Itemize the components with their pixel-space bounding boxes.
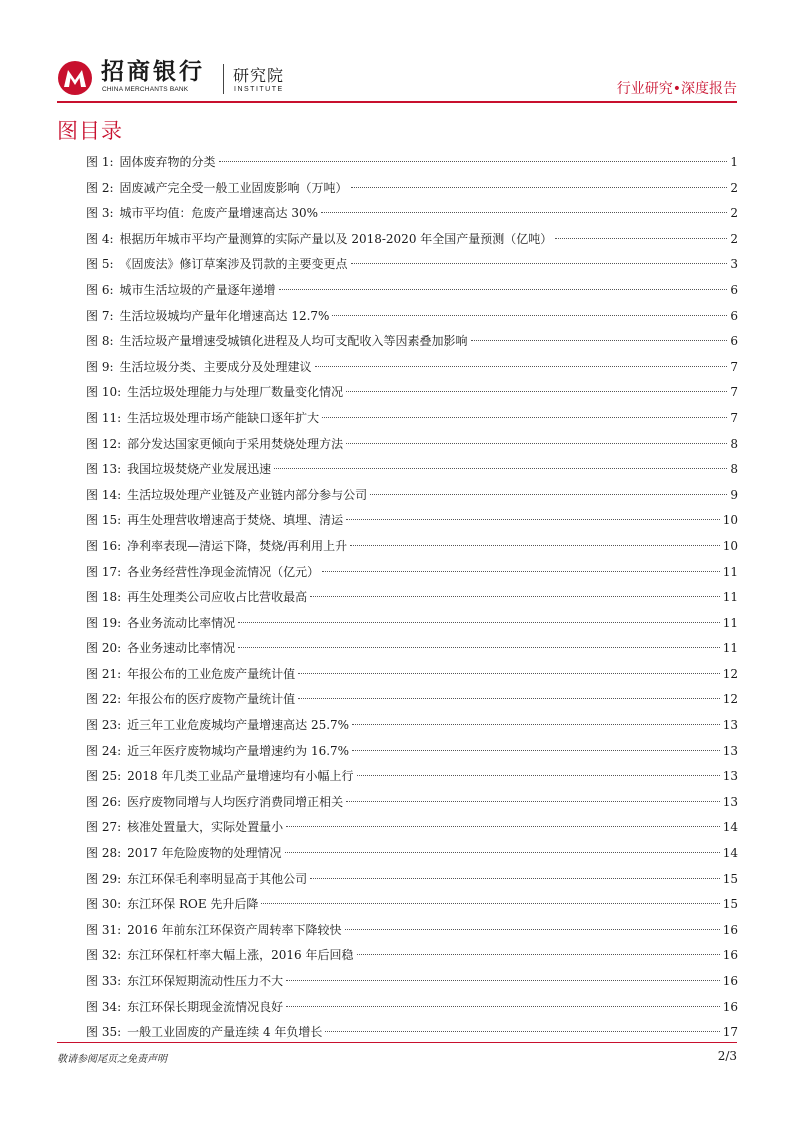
toc-entry-page: 8 bbox=[730, 462, 738, 477]
toc-leader-dots bbox=[555, 238, 727, 239]
institute-name-en: INSTITUTE bbox=[234, 86, 284, 93]
toc-entry-page: 16 bbox=[722, 999, 738, 1014]
toc-entry-number: 图 35: bbox=[86, 1025, 122, 1040]
toc-entry-title: 净利率表现—清运下降，焚烧/再利用上升 bbox=[127, 538, 348, 553]
toc-leader-dots bbox=[322, 417, 727, 418]
toc-entry-title: 2018 年几类工业品产量增速均有小幅上行 bbox=[127, 769, 354, 784]
toc-leader-dots bbox=[261, 903, 719, 904]
toc-entry[interactable] bbox=[86, 562, 738, 588]
toc-entry-number: 图 34: bbox=[86, 999, 122, 1014]
toc-leader-dots bbox=[350, 545, 720, 546]
toc-entry[interactable] bbox=[86, 510, 738, 536]
toc-entry-title: 生活垃圾产量增速受城镇化进程及人均可支配收入等因素叠加影响 bbox=[119, 334, 468, 349]
toc-leader-dots bbox=[352, 750, 720, 751]
toc-entry-number: 图 25: bbox=[86, 769, 122, 784]
toc-entry-page: 2 bbox=[730, 231, 738, 246]
toc-leader-dots bbox=[357, 775, 720, 776]
toc-entry[interactable] bbox=[86, 920, 738, 946]
toc-entry-page: 7 bbox=[730, 359, 738, 374]
toc-entry[interactable] bbox=[86, 894, 738, 920]
toc-entry-title: 年报公布的工业危废产量统计值 bbox=[127, 666, 296, 681]
toc-leader-dots bbox=[357, 954, 720, 955]
toc-entry[interactable] bbox=[86, 945, 738, 971]
toc-entry-page: 10 bbox=[722, 538, 738, 553]
toc-entry-number: 图 17: bbox=[86, 564, 122, 579]
bank-name-en: CHINA MERCHANTS BANK bbox=[102, 86, 189, 93]
toc-entry-page: 9 bbox=[730, 487, 738, 502]
toc-leader-dots bbox=[332, 315, 727, 316]
toc-entry-page: 2 bbox=[730, 206, 738, 221]
toc-leader-dots bbox=[471, 340, 728, 341]
toc-entry-number: 图 9: bbox=[86, 359, 114, 374]
toc-entry-title: 部分发达国家更倾向于采用焚烧处理方法 bbox=[127, 436, 344, 451]
toc-entry-number: 图 21: bbox=[86, 666, 122, 681]
toc-entry-page: 11 bbox=[722, 641, 738, 656]
toc-entry-number: 图 12: bbox=[86, 436, 122, 451]
toc-entry-page: 13 bbox=[722, 718, 738, 733]
toc-leader-dots bbox=[298, 673, 720, 674]
toc-entry[interactable] bbox=[86, 869, 738, 895]
toc-entry-number: 图 16: bbox=[86, 538, 122, 553]
toc-entry-page: 8 bbox=[730, 436, 738, 451]
toc-entry-title: 一般工业固废的产量连续 4 年负增长 bbox=[127, 1025, 323, 1040]
toc-entry[interactable] bbox=[86, 408, 738, 434]
toc-leader-dots bbox=[219, 161, 728, 162]
toc-entry-page: 12 bbox=[722, 666, 738, 681]
toc-entry-number: 图 26: bbox=[86, 794, 122, 809]
toc-entry-page: 10 bbox=[722, 513, 738, 528]
toc-leader-dots bbox=[274, 468, 727, 469]
toc-entry-number: 图 33: bbox=[86, 974, 122, 988]
toc-entry-number: 图 28: bbox=[86, 846, 122, 861]
toc-entry-title: 东江环保长期现金流情况良好 bbox=[127, 999, 284, 1014]
toc-leader-dots bbox=[351, 263, 728, 264]
toc-entry-title: 固体废弃物的分类 bbox=[119, 155, 216, 169]
toc-entry-title: 生活垃圾处理产业链及产业链内部分参与公司 bbox=[127, 487, 368, 502]
toc-entry-number: 图 4: bbox=[86, 231, 114, 246]
toc-entry[interactable] bbox=[86, 638, 738, 664]
toc-entry-number: 图 31: bbox=[86, 922, 122, 937]
toc-entry-page: 14 bbox=[722, 820, 738, 835]
toc-entry-title: 各业务流动比率情况 bbox=[127, 615, 236, 630]
toc-entry-number: 图 32: bbox=[86, 948, 122, 963]
toc-entry-number: 图 6: bbox=[86, 282, 114, 297]
toc-leader-dots bbox=[321, 212, 727, 213]
toc-leader-dots bbox=[286, 826, 720, 827]
toc-leader-dots bbox=[346, 519, 720, 520]
toc-entry-page: 6 bbox=[730, 334, 738, 349]
toc-entry-number: 图 10: bbox=[86, 385, 122, 400]
toc-title: 图目录 bbox=[57, 119, 123, 143]
toc-leader-dots bbox=[370, 494, 727, 495]
toc-entry-page: 3 bbox=[730, 257, 738, 272]
toc-entry-title: 2017 年危险废物的处理情况 bbox=[127, 846, 282, 861]
toc-entry-title: 2016 年前东江环保资产周转率下降较快 bbox=[127, 922, 342, 937]
header-rule bbox=[57, 101, 737, 103]
toc-entry-title: 东江环保短期流动性压力不大 bbox=[127, 974, 284, 988]
toc-entry-title: 城市平均值：危废产量增速高达 30% bbox=[119, 206, 318, 221]
toc-entry-title: 固废减产完全受一般工业固废影响（万吨） bbox=[119, 180, 348, 195]
toc-entry-number: 图 18: bbox=[86, 590, 122, 605]
toc-entry[interactable] bbox=[86, 306, 738, 332]
toc-entry[interactable] bbox=[86, 971, 738, 997]
toc-entry[interactable] bbox=[86, 331, 738, 357]
toc-entry[interactable] bbox=[86, 715, 738, 741]
toc-entry-title: 各业务速动比率情况 bbox=[127, 641, 236, 656]
toc-entry-number: 图 8: bbox=[86, 334, 114, 349]
toc-entry-page: 2 bbox=[730, 180, 738, 195]
toc-entry-number: 图 30: bbox=[86, 897, 122, 912]
toc-leader-dots bbox=[238, 647, 720, 648]
toc-entry-page: 11 bbox=[722, 590, 738, 605]
toc-entry[interactable] bbox=[86, 1022, 738, 1048]
toc-entry-number: 图 22: bbox=[86, 692, 122, 707]
toc-entry[interactable] bbox=[86, 178, 738, 204]
toc-entry[interactable] bbox=[86, 997, 738, 1023]
toc-entry[interactable] bbox=[86, 792, 738, 818]
toc-entry-title: 生活垃圾分类、主要成分及处理建议 bbox=[119, 359, 312, 374]
toc-entry-title: 再生处理类公司应收占比营收最高 bbox=[127, 590, 308, 605]
toc-entry-number: 图 14: bbox=[86, 487, 122, 502]
toc-entry[interactable] bbox=[86, 280, 738, 306]
toc-entry[interactable] bbox=[86, 536, 738, 562]
toc-entry-page: 11 bbox=[722, 564, 738, 579]
toc-entry-page: 6 bbox=[730, 282, 738, 297]
toc-entry-number: 图 11: bbox=[86, 410, 122, 425]
toc-entry-page: 16 bbox=[722, 948, 738, 963]
toc-entry-page: 14 bbox=[722, 846, 738, 861]
toc-leader-dots bbox=[352, 724, 720, 725]
toc-entry[interactable] bbox=[86, 203, 738, 229]
toc-leader-dots bbox=[351, 187, 728, 188]
page-header bbox=[57, 58, 737, 98]
toc-entry[interactable] bbox=[86, 766, 738, 792]
toc-entry[interactable] bbox=[86, 152, 738, 178]
toc-leader-dots bbox=[310, 878, 720, 879]
toc-entry-page: 12 bbox=[722, 692, 738, 707]
toc-entry-page: 17 bbox=[722, 1025, 738, 1040]
toc-leader-dots bbox=[345, 929, 720, 930]
toc-entry-number: 图 29: bbox=[86, 871, 122, 886]
toc-leader-dots bbox=[298, 698, 720, 699]
toc-entry-page: 7 bbox=[730, 385, 738, 400]
toc-entry-number: 图 13: bbox=[86, 462, 122, 477]
toc-entry-number: 图 20: bbox=[86, 641, 122, 656]
toc-entry[interactable] bbox=[86, 843, 738, 869]
figure-list bbox=[86, 152, 738, 1048]
toc-entry[interactable] bbox=[86, 817, 738, 843]
toc-entry[interactable] bbox=[86, 254, 738, 280]
toc-leader-dots bbox=[346, 801, 720, 802]
toc-entry-title: 根据历年城市平均产量测算的实际产量以及 2018-2020 年全国产量预测（亿吨） bbox=[119, 231, 553, 246]
toc-entry-number: 图 27: bbox=[86, 820, 122, 835]
toc-entry-number: 图 23: bbox=[86, 718, 122, 733]
toc-entry-title: 年报公布的医疗废物产量统计值 bbox=[127, 692, 296, 707]
toc-entry-title: 近三年工业危废城均产量增速高达 25.7% bbox=[127, 718, 350, 733]
toc-entry[interactable] bbox=[86, 459, 738, 485]
toc-entry-title: 再生处理营收增速高于焚烧、填埋、清运 bbox=[127, 513, 344, 528]
toc-entry-page: 13 bbox=[722, 794, 738, 809]
toc-entry-page: 6 bbox=[730, 308, 738, 323]
toc-leader-dots bbox=[279, 289, 728, 290]
toc-leader-dots bbox=[286, 1006, 720, 1007]
toc-entry-number: 图 3: bbox=[86, 206, 114, 221]
toc-entry[interactable] bbox=[86, 382, 738, 408]
footer-rule bbox=[57, 1042, 737, 1043]
toc-entry[interactable] bbox=[86, 689, 738, 715]
toc-entry-page: 1 bbox=[730, 155, 738, 169]
header-divider bbox=[223, 64, 224, 94]
toc-entry[interactable] bbox=[86, 434, 738, 460]
footer-disclaimer: 敬请参阅尾页之免责声明 bbox=[57, 1054, 167, 1065]
toc-leader-dots bbox=[325, 1031, 719, 1032]
toc-entry-title: 生活垃圾城均产量年化增速高达 12.7% bbox=[119, 308, 330, 323]
toc-leader-dots bbox=[346, 443, 727, 444]
toc-entry-title: 医疗废物同增与人均医疗消费同增正相关 bbox=[127, 794, 344, 809]
toc-entry[interactable] bbox=[86, 485, 738, 511]
toc-entry-title: 东江环保毛利率明显高于其他公司 bbox=[127, 871, 308, 886]
toc-entry[interactable] bbox=[86, 741, 738, 767]
toc-leader-dots bbox=[286, 980, 720, 981]
toc-leader-dots bbox=[238, 622, 720, 623]
toc-entry-page: 13 bbox=[722, 769, 738, 784]
toc-entry[interactable] bbox=[86, 357, 738, 383]
toc-entry-number: 图 2: bbox=[86, 180, 114, 195]
toc-leader-dots bbox=[322, 571, 720, 572]
toc-leader-dots bbox=[315, 366, 728, 367]
toc-leader-dots bbox=[285, 852, 720, 853]
toc-entry-title: 核准处置量大，实际处置量小 bbox=[127, 820, 284, 835]
toc-entry[interactable] bbox=[86, 229, 738, 255]
toc-entry-page: 11 bbox=[722, 615, 738, 630]
toc-entry-title: 《固废法》修订草案涉及罚款的主要变更点 bbox=[119, 257, 348, 272]
toc-entry-title: 各业务经营性净现金流情况（亿元） bbox=[127, 564, 320, 579]
toc-entry-number: 图 19: bbox=[86, 615, 122, 630]
bank-name-cn: 招商银行 bbox=[101, 59, 205, 85]
toc-entry-page: 13 bbox=[722, 743, 738, 758]
page-number: 2/3 bbox=[717, 1049, 737, 1063]
report-type-label: 行业研究•深度报告 bbox=[616, 81, 737, 97]
toc-entry-title: 生活垃圾处理能力与处理厂数量变化情况 bbox=[127, 385, 344, 400]
toc-entry-page: 7 bbox=[730, 410, 738, 425]
toc-entry-title: 城市生活垃圾的产量逐年递增 bbox=[119, 282, 276, 297]
toc-entry-number: 图 15: bbox=[86, 513, 122, 528]
toc-entry[interactable] bbox=[86, 613, 738, 639]
toc-entry-title: 近三年医疗废物城均产量增速约为 16.7% bbox=[127, 743, 350, 758]
toc-entry-page: 15 bbox=[722, 871, 738, 886]
toc-leader-dots bbox=[346, 391, 727, 392]
toc-entry-page: 16 bbox=[722, 922, 738, 937]
toc-entry[interactable] bbox=[86, 664, 738, 690]
toc-entry-number: 图 24: bbox=[86, 743, 122, 758]
toc-entry-page: 16 bbox=[722, 974, 738, 988]
toc-entry-number: 图 5: bbox=[86, 257, 114, 272]
toc-entry-title: 东江环保 ROE 先升后降 bbox=[127, 897, 259, 912]
toc-entry-title: 生活垃圾处理市场产能缺口逐年扩大 bbox=[127, 410, 320, 425]
cmb-logo-icon bbox=[57, 60, 93, 96]
toc-leader-dots bbox=[310, 596, 720, 597]
toc-entry-number: 图 1: bbox=[86, 155, 114, 169]
institute-name-cn: 研究院 bbox=[233, 66, 285, 85]
toc-entry-title: 东江环保杠杆率大幅上涨，2016 年后回稳 bbox=[127, 948, 354, 963]
toc-entry-page: 15 bbox=[722, 897, 738, 912]
toc-entry[interactable] bbox=[86, 587, 738, 613]
toc-entry-title: 我国垃圾焚烧产业发展迅速 bbox=[127, 462, 272, 477]
toc-entry-number: 图 7: bbox=[86, 308, 114, 323]
